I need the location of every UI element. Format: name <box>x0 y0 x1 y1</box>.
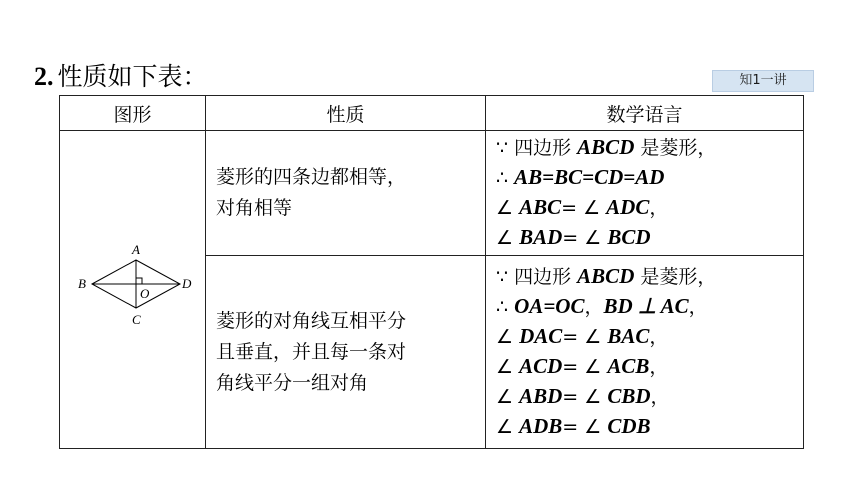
property-line: 且垂直，并且每一条对 <box>216 340 407 363</box>
table-row <box>60 131 804 256</box>
property-line: 菱形的对角线互相平分 <box>216 309 407 332</box>
math-line: ∠ BAD= ∠ BCD <box>496 225 651 249</box>
math-line: ∠ ADB= ∠ CDB <box>496 414 651 438</box>
property-line: 对角相等 <box>216 197 293 219</box>
math-line: ∴ AB=BC=CD=AD <box>496 165 665 189</box>
right-angle-mark <box>136 278 142 284</box>
header-math-language: 数学语言 <box>486 96 804 131</box>
property-cell-1 <box>206 131 486 256</box>
rhombus-figure-cell <box>60 131 206 449</box>
property-cell-2 <box>206 256 486 449</box>
center-label-o: O <box>139 285 149 301</box>
rhombus-diagram <box>68 238 198 338</box>
math-line: ∠ ACD= ∠ ACB， <box>496 354 669 378</box>
vertex-label-b: B <box>77 275 86 291</box>
math-cell-2 <box>486 256 804 449</box>
properties-table <box>59 95 804 449</box>
property-line: 角线平分一组对角 <box>216 371 369 394</box>
topic-badge: 知1一讲 <box>712 70 814 92</box>
property-line: 菱形的四条边都相等， <box>216 166 407 188</box>
math-line: ∠ ABC= ∠ ADC， <box>496 195 669 219</box>
math-line: ∠ ABD= ∠ CBD， <box>496 384 670 408</box>
section-title: 性质如下表： <box>57 62 208 91</box>
vertex-label-a: A <box>131 241 140 257</box>
table-header-row <box>60 96 804 131</box>
header-figure: 图形 <box>60 96 206 131</box>
section-heading <box>34 62 208 92</box>
math-cell-1 <box>486 131 804 256</box>
header-property: 性质 <box>206 96 486 131</box>
math-line: ∵ 四边形 ABCD 是菱形， <box>496 264 717 288</box>
vertex-label-d: D <box>181 275 191 291</box>
math-line: ∠ DAC= ∠ BAC， <box>496 324 669 348</box>
math-line: ∴ OA=OC，BD ⊥ AC， <box>496 294 708 318</box>
vertex-label-c: C <box>131 311 141 327</box>
math-line: ∵ 四边形 ABCD 是菱形， <box>496 135 717 159</box>
section-number: 2. <box>34 62 54 91</box>
